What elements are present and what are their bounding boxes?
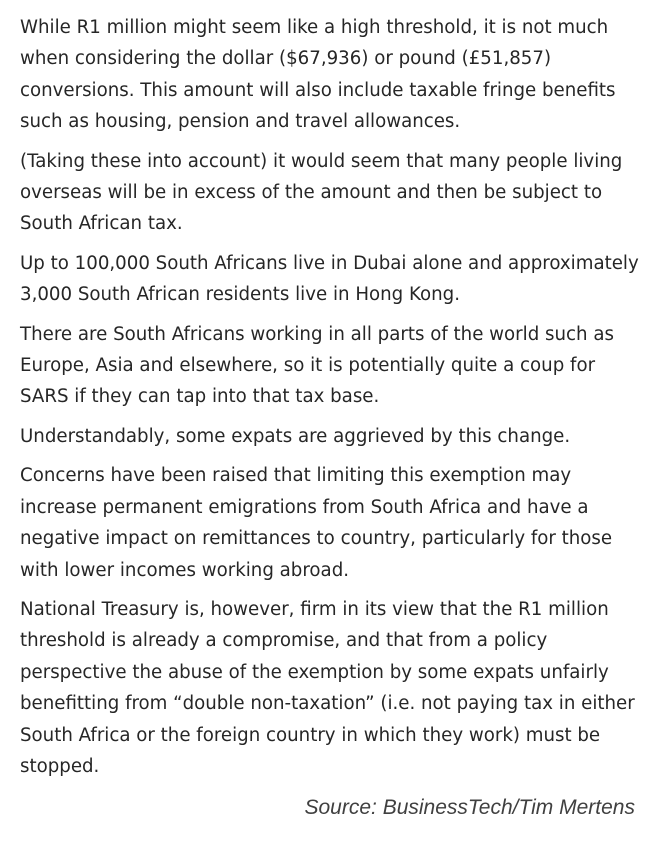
paragraph: (Taking these into account) it would seem that many people living overseas will be in excess of the amount and then be subject to South African tax. (20, 150, 623, 235)
paragraph: Concerns have been raised that limiting this exemption may increase permanent emigrations from South Africa and have a negative impact on remittances to country, particularly for those with lower incomes working abroad. (20, 465, 613, 581)
paragraph: There are South Africans working in all parts of the world such as Europe, Asia and elsewhere, so it is potentially quite a coup for SARS if they can tap into that tax base. (20, 323, 614, 408)
paragraph: National Treasury is, however, firm in its view that the R1 million threshold is already a compromise, and that from a policy perspective the abuse of the exemption by some expats unfairly benefitting from “double non-taxation” (i.e. not paying tax in either South Africa or the foreign country in which they work) must be stopped. (20, 598, 635, 777)
paragraph: While R1 million might seem like a high threshold, it is not much when considering the dollar ($67,936) or pound (£51,857) conversions. This amount will also include taxable fringe benefits such as housing, pension and travel allowances. (20, 17, 616, 133)
source-credit: Source: BusinessTech/Tim Mertens (304, 796, 635, 819)
paragraph: Understandably, some expats are aggrieved by this change. (20, 425, 571, 447)
article-body (20, 12, 642, 790)
paragraph: Up to 100,000 South Africans live in Dubai alone and approximately 3,000 South African residents live in Hong Kong. (20, 252, 639, 306)
